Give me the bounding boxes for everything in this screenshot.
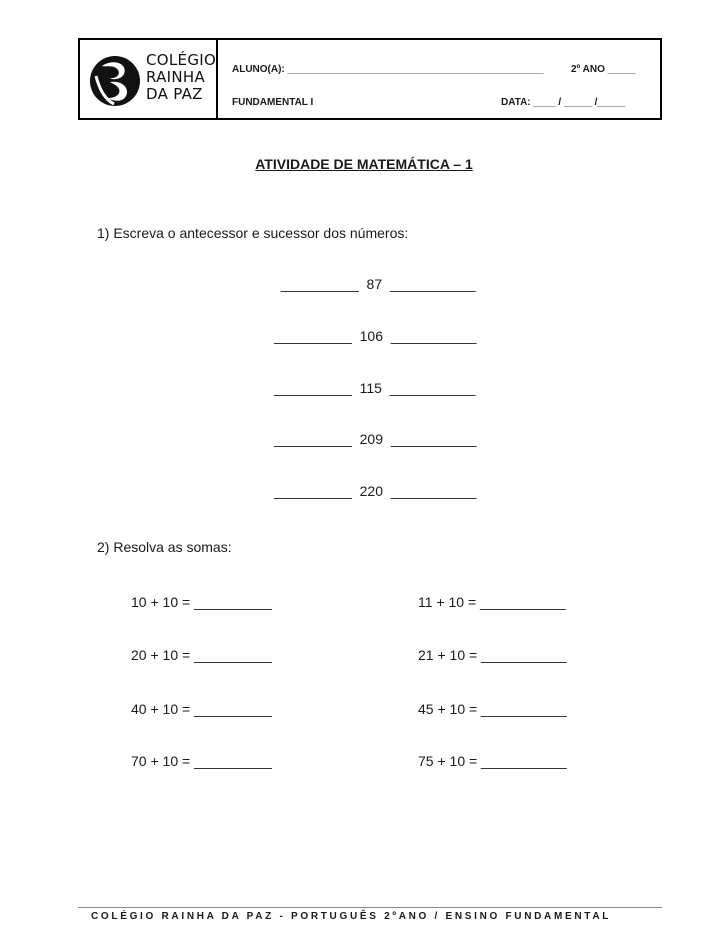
number-pair-1[interactable]: __________ 87 ___________ xyxy=(277,276,476,292)
number-pair-4[interactable]: __________ 209 ___________ xyxy=(274,431,477,447)
sum-left-4[interactable]: 70 + 10 = __________ xyxy=(131,753,272,769)
question-2-prompt: 2) Resolva as somas: xyxy=(97,539,232,555)
page-footer: COLÉGIO RAINHA DA PAZ - PORTUGUÊS 2ºANO / ENSINO FUNDAMENTAL xyxy=(91,911,612,922)
level-label: FUNDAMENTAL I xyxy=(232,97,314,108)
sum-right-1[interactable]: 11 + 10 = ___________ xyxy=(418,594,566,610)
question-1-prompt: 1) Escreva o antecessor e sucessor dos números: xyxy=(97,225,409,241)
sum-right-4[interactable]: 75 + 10 = ___________ xyxy=(418,753,567,769)
page-title: ATIVIDADE DE MATEMÁTICA – 1 xyxy=(255,156,473,172)
logo-wordmark xyxy=(146,52,216,103)
student-name-field[interactable]: ALUNO(A): ______________________________________________ xyxy=(232,64,544,75)
sum-right-2[interactable]: 21 + 10 = ___________ xyxy=(418,647,567,663)
sum-left-2[interactable]: 20 + 10 = __________ xyxy=(131,647,272,663)
sum-right-3[interactable]: 45 + 10 = ___________ xyxy=(418,701,567,717)
logo-line-2: RAINHA xyxy=(146,68,206,86)
logo-line-1: COLÉGIO xyxy=(146,51,217,69)
grade-field[interactable]: 2º ANO _____ xyxy=(571,64,636,75)
number-pair-5[interactable]: __________ 220 ___________ xyxy=(274,483,477,499)
school-logo xyxy=(80,40,218,118)
number-pair-3[interactable]: __________ 115 ___________ xyxy=(274,380,476,396)
logo-mark-icon xyxy=(88,52,142,108)
sum-left-1[interactable]: 10 + 10 = __________ xyxy=(131,594,272,610)
footer-divider xyxy=(78,907,662,908)
logo-line-3: DA PAZ xyxy=(146,85,203,103)
header-box xyxy=(78,38,662,120)
date-field[interactable]: DATA: ____ / _____ /_____ xyxy=(501,97,626,108)
number-pair-2[interactable]: __________ 106 ___________ xyxy=(274,328,477,344)
sum-left-3[interactable]: 40 + 10 = __________ xyxy=(131,701,272,717)
